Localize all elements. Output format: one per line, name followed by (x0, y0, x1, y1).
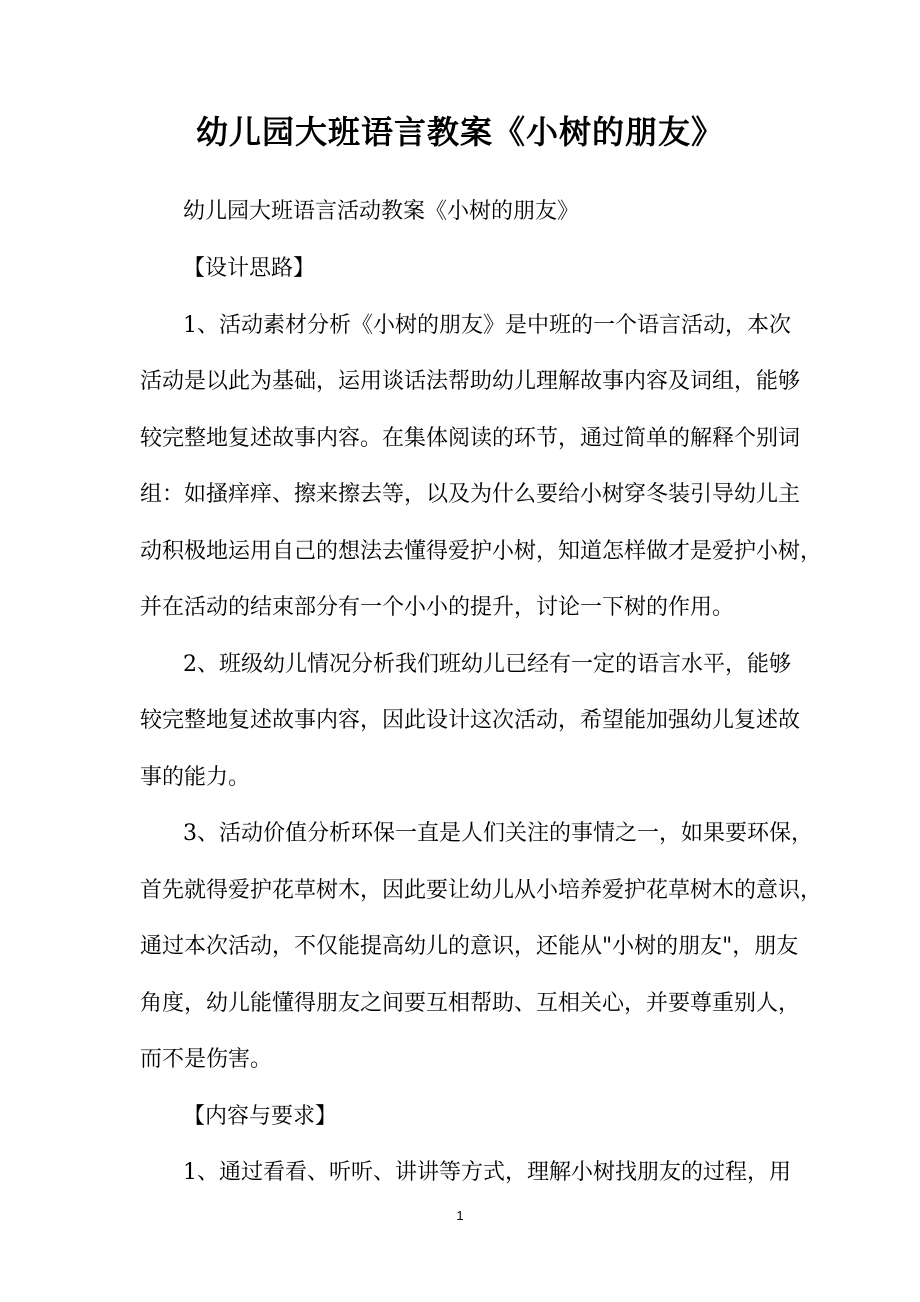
paragraph-line: 较完整地复述故事内容，因此设计这次活动，希望能加强幼儿复述故 (140, 708, 801, 733)
paragraph-line: 首先就得爱护花草树木，因此要让幼儿从小培养爱护花草树木的意识， (140, 878, 823, 903)
paragraph-line: 组：如搔痒痒、擦来擦去等，以及为什么要给小树穿冬装引导幼儿主 (140, 482, 801, 507)
page-number: 1 (456, 1208, 464, 1223)
paragraph-line: 事的能力。 (140, 765, 251, 790)
paragraph-line: 3、活动价值分析环保一直是人们关注的事情之一，如果要环保， (183, 821, 813, 846)
paragraph-line: 并在活动的结束部分有一个小小的提升，讨论一下树的作用。 (140, 595, 735, 620)
paragraph-line: 1、活动素材分析《小树的朋友》是中班的一个语言活动，本次 (183, 313, 791, 338)
paragraph-line: 活动是以此为基础，运用谈话法帮助幼儿理解故事内容及词组，能够 (140, 369, 801, 394)
subtitle-line: 幼儿园大班语言活动教案《小树的朋友》 (183, 199, 580, 224)
paragraph-line: 较完整地复述故事内容。在集体阅读的环节，通过简单的解释个别词 (140, 426, 801, 451)
section-heading-content: 【内容与要求】 (183, 1104, 338, 1129)
paragraph-line: 角度，幼儿能懂得朋友之间要互相帮助、互相关心，并要尊重别人， (140, 991, 801, 1016)
section-heading-design: 【设计思路】 (183, 256, 316, 281)
paragraph-line: 动积极地运用自己的想法去懂得爱护小树，知道怎样做才是爱护小树， (140, 539, 823, 564)
paragraph-line: 通过本次活动，不仅能提高幼儿的意识，还能从"小树的朋友"，朋友 (140, 934, 799, 959)
paragraph-line: 2、班级幼儿情况分析我们班幼儿已经有一定的语言水平，能够 (183, 652, 791, 677)
document-title: 幼儿园大班语言教案《小树的朋友》 (195, 113, 724, 151)
paragraph-line: 1、通过看看、听听、讲讲等方式，理解小树找朋友的过程，用 (183, 1160, 791, 1185)
paragraph-line: 而不是伤害。 (140, 1047, 273, 1072)
